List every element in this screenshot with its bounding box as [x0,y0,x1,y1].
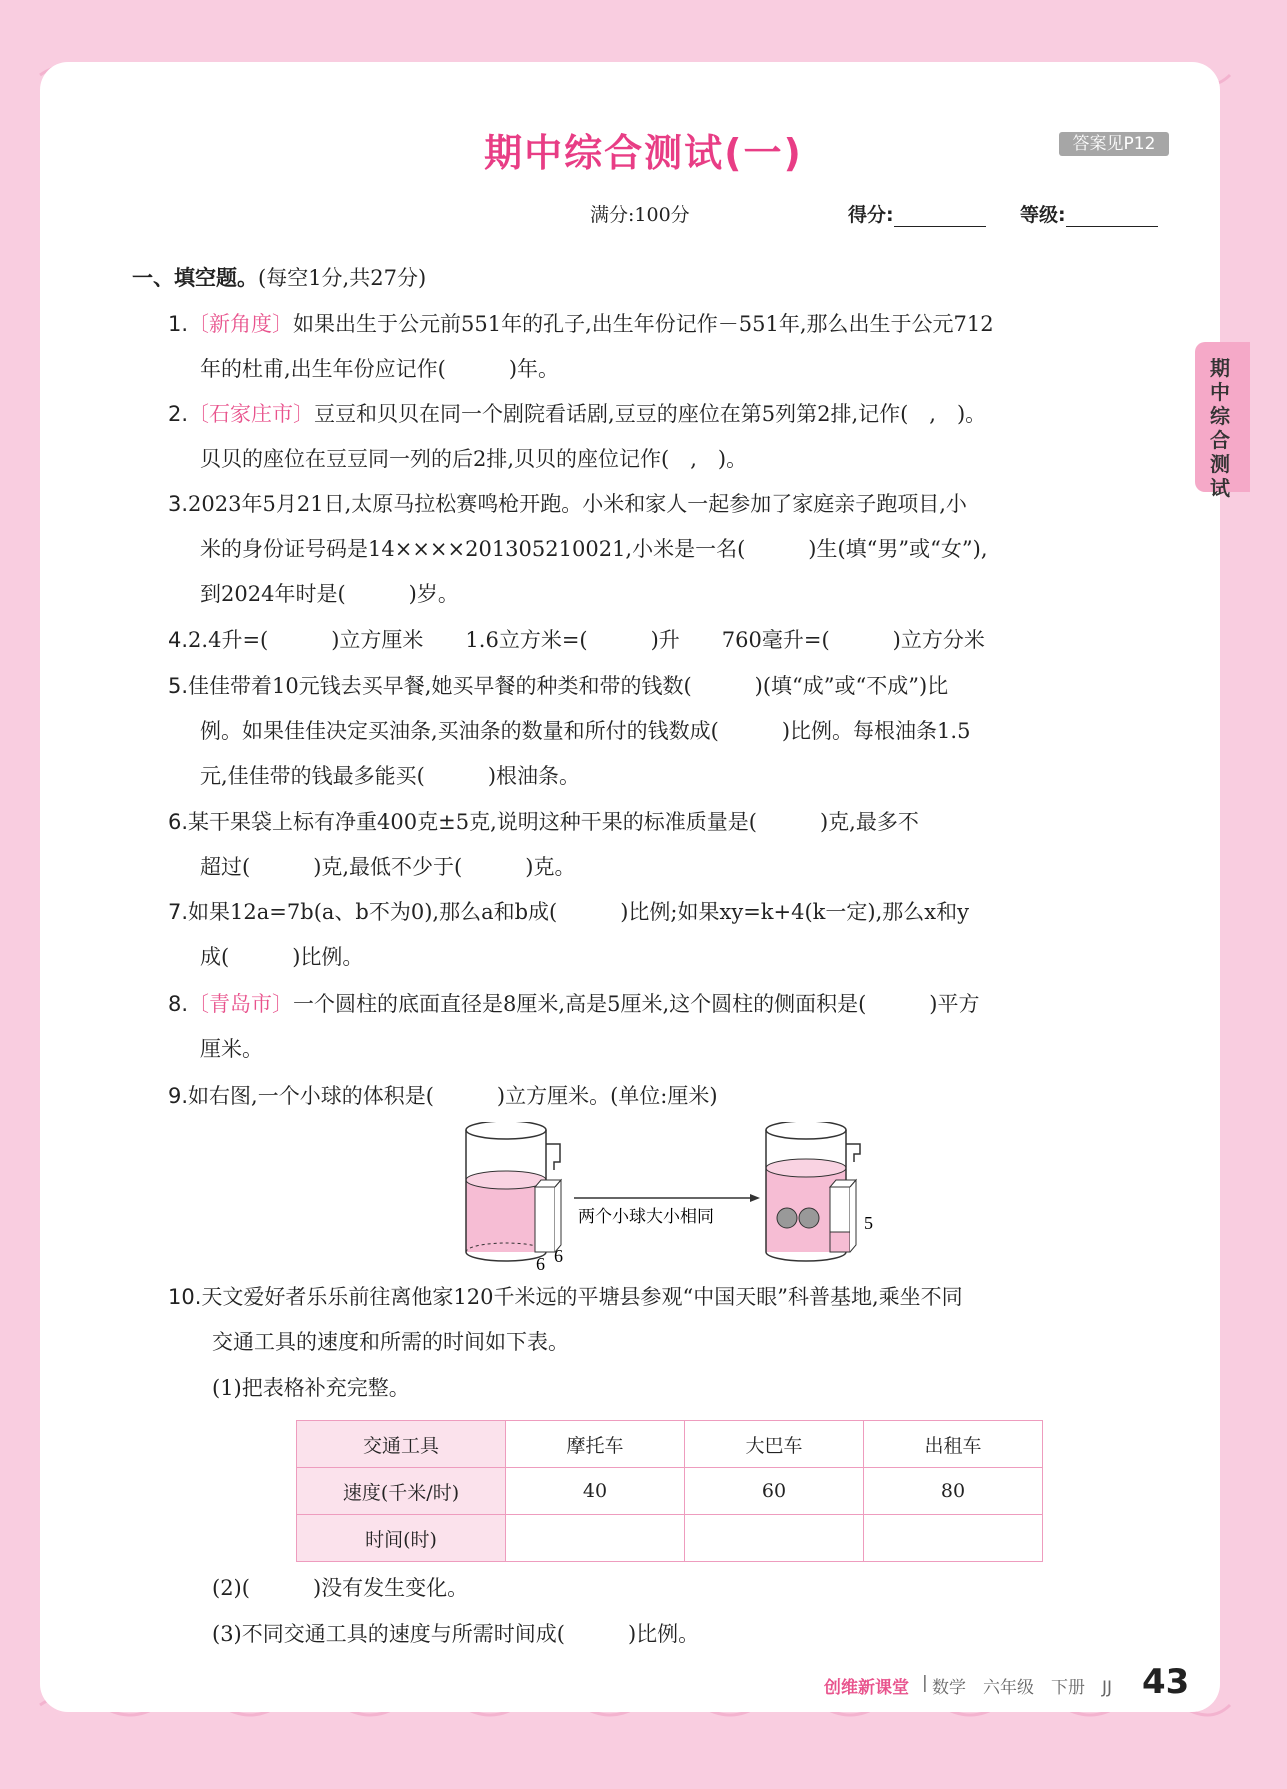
question-tag: 〔青岛市〕 [188,992,294,1016]
ball-icon [777,1208,797,1228]
question-8-line-1 [168,990,980,1018]
question-number: 9. [168,1084,189,1108]
question-text: 如果12a=7b(a、b不为0),那么a和b成( )比例;如果xy=k+4(k一定),那么x和y [188,900,969,924]
answer-cell[interactable] [506,1515,685,1562]
table-cell: 大巴车 [685,1421,864,1468]
question-number: 8. [168,992,189,1016]
section-note: (每空1分,共27分) [258,266,427,290]
question-text: 一个圆柱的底面直径是8厘米,高是5厘米,这个圆柱的侧面积是( )平方 [293,992,980,1016]
question-6-line-1 [168,808,919,836]
table-cell: 出租车 [864,1421,1043,1468]
question-text: 如右图,一个小球的体积是( )立方厘米。(单位:厘米) [188,1084,718,1108]
question-number: 4. [168,628,189,652]
question-number: 7. [168,900,189,924]
table-cell: 时间(时) [297,1515,506,1562]
answer-reference-badge: 答案见P12 [1059,132,1169,156]
question-1-line-1 [168,310,994,338]
arrow-label: 两个小球大小相同 [578,1207,714,1226]
score-blank[interactable] [894,206,986,227]
grade-field[interactable] [1020,200,1158,227]
transport-table [296,1420,1043,1562]
table-cell: 交通工具 [297,1421,506,1468]
question-10-sub-2: (2)( )没有发生变化。 [212,1576,469,1600]
question-3-line-2: 米的身份证号码是14××××201305210021,小米是一名( )生(填“男”或“女”), [200,537,988,561]
left-container [466,1122,563,1272]
question-1-line-2: 年的杜甫,出生年份应记作( )年。 [200,357,560,381]
ball-icon [799,1208,819,1228]
table-cell: 40 [506,1468,685,1515]
question-10-sub-1: (1)把表格补充完整。 [212,1376,410,1400]
table-cell: 80 [864,1468,1043,1515]
table-header-row [297,1421,1043,1468]
side-tab [1195,342,1250,500]
arrow-head-icon [750,1194,760,1202]
grade-blank[interactable] [1066,206,1158,227]
question-number: 5. [168,674,189,698]
dim-b: 6 [554,1246,563,1266]
score-field[interactable] [848,200,986,227]
question-2-line-1 [168,400,986,428]
question-10-sub-3: (3)不同交通工具的速度与所需时间成( )比例。 [212,1622,700,1646]
question-6-line-2: 超过( )克,最低不少于( )克。 [200,855,576,879]
question-9-line-1 [168,1082,718,1110]
table-cell: 摩托车 [506,1421,685,1468]
question-number: 2. [168,402,189,426]
footer-info: 数学 六年级 下册 JJ [932,1678,1113,1698]
question-number: 6. [168,810,189,834]
question-text: 天文爱好者乐乐前往离他家120千米远的平塘县参观“中国天眼”科普基地,乘坐不同 [201,1285,963,1309]
question-8-line-2: 厘米。 [200,1037,263,1061]
question-tag: 〔石家庄市〕 [188,402,315,426]
answer-cell[interactable] [685,1515,864,1562]
question-text: 2023年5月21日,太原马拉松赛鸣枪开跑。小米和家人一起参加了家庭亲子跑项目,小 [188,492,967,516]
question-tag: 〔新角度〕 [188,312,294,336]
question-7-line-1 [168,898,969,926]
full-score: 满分:100分 [590,204,690,226]
table-cell: 60 [685,1468,864,1515]
page-title: 期中综合测试(一) [484,131,803,175]
score-label: 得分: [848,204,894,226]
question-2-line-2: 贝贝的座位在豆豆同一列的后2排,贝贝的座位记作( , )。 [200,447,748,471]
question-4-line-1 [168,626,985,654]
question-number: 10. [168,1285,202,1309]
side-tab-label: 期中综合测试 [1210,356,1230,500]
question-5-line-1 [168,672,948,700]
question-text: 豆豆和贝贝在同一个剧院看话剧,豆豆的座位在第5列第2排,记作( , )。 [314,402,987,426]
ball-volume-figure [450,1122,890,1272]
footer-brand: 创维新课堂 [824,1678,909,1698]
right-container [766,1122,873,1261]
question-number: 3. [168,492,189,516]
dim-a: 6 [536,1254,545,1272]
question-number: 1. [168,312,189,336]
question-10-line-2: 交通工具的速度和所需的时间如下表。 [212,1330,569,1354]
table-row [297,1515,1043,1562]
table-row [297,1468,1043,1515]
table-cell: 速度(千米/时) [297,1468,506,1515]
page-number: 43 [1142,1662,1190,1702]
question-text: 某干果袋上标有净重400克±5克,说明这种干果的标准质量是( )克,最多不 [188,810,919,834]
grade-label: 等级: [1020,204,1066,226]
answer-cell[interactable] [864,1515,1043,1562]
question-text: 佳佳带着10元钱去买早餐,她买早餐的种类和带的钱数( )(填“成”或“不成”)比 [188,674,949,698]
question-10-line-1 [168,1283,963,1311]
question-5-line-3: 元,佳佳带的钱最多能买( )根油条。 [200,764,581,788]
question-3-line-1 [168,490,967,518]
question-3-line-3: 到2024年时是( )岁。 [200,582,459,606]
section-heading [132,262,426,292]
footer-separator: | [922,1673,928,1693]
question-5-line-2: 例。如果佳佳决定买油条,买油条的数量和所付的钱数成( )比例。每根油条1.5 [200,719,971,743]
section-label: 一、填空题。 [132,266,258,290]
question-7-line-2: 成( )比例。 [200,945,364,969]
question-text: 2.4升=( )立方厘米 1.6立方米=( )升 760毫升=( )立方分米 [188,628,985,652]
dim-c: 5 [864,1213,873,1233]
question-text: 如果出生于公元前551年的孔子,出生年份记作－551年,那么出生于公元712 [293,312,994,336]
